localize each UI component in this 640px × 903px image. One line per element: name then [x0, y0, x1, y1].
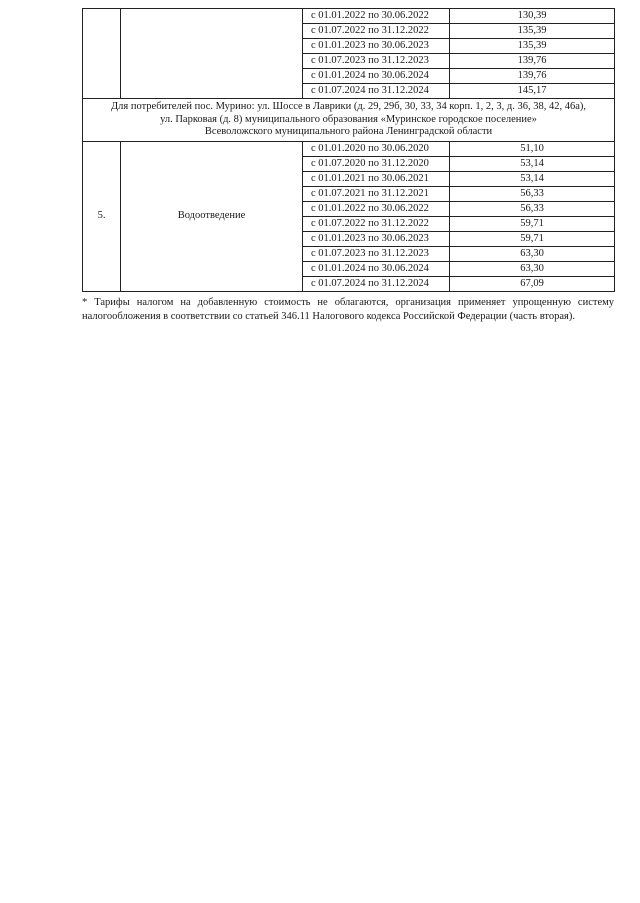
- service-cell-empty: [121, 9, 303, 99]
- tariff-value-cell: 63,30: [450, 246, 615, 261]
- period-cell: с 01.01.2024 по 30.06.2024: [303, 261, 450, 276]
- group-heading-line: ул. Парковая (д. 8) муниципального образования «Муринское городское поселение»: [160, 113, 537, 125]
- period-cell: с 01.07.2024 по 31.12.2024: [303, 84, 450, 99]
- tariff-table: [82, 8, 615, 292]
- number-cell-empty: [83, 9, 121, 99]
- tax-footnote: [82, 296, 614, 323]
- period-cell: с 01.07.2023 по 31.12.2023: [303, 246, 450, 261]
- tariff-value-cell: 53,14: [450, 156, 615, 171]
- tariff-value-cell: 59,71: [450, 231, 615, 246]
- tariff-value-cell: 67,09: [450, 276, 615, 291]
- period-cell: с 01.01.2020 по 30.06.2020: [303, 141, 450, 156]
- period-cell: с 01.01.2023 по 30.06.2023: [303, 39, 450, 54]
- table-row: [83, 141, 615, 156]
- tariff-value-cell: 145,17: [450, 84, 615, 99]
- period-cell: с 01.01.2021 по 30.06.2021: [303, 171, 450, 186]
- tariff-value-cell: 56,33: [450, 201, 615, 216]
- tariff-value-cell: 59,71: [450, 216, 615, 231]
- tariff-value-cell: 139,76: [450, 54, 615, 69]
- group-heading-line: Всеволожского муниципального района Ленинградской области: [204, 126, 493, 138]
- tariff-value-cell: 56,33: [450, 186, 615, 201]
- tariff-value-cell: 53,14: [450, 171, 615, 186]
- footnote-text: * Тарифы налогом на добавленную стоимость не облагаются, организация применяет упрощенную систему налогообложения в соответствии со статьей 346.11 Налогового кодекса Российской Федерации (часть вторая).: [82, 297, 614, 322]
- period-cell: с 01.01.2024 по 30.06.2024: [303, 69, 450, 84]
- period-cell: с 01.01.2023 по 30.06.2023: [303, 231, 450, 246]
- period-cell: с 01.07.2024 по 31.12.2024: [303, 276, 450, 291]
- tariff-value-cell: 135,39: [450, 39, 615, 54]
- period-cell: с 01.07.2023 по 31.12.2023: [303, 54, 450, 69]
- group-heading-row: [83, 99, 615, 142]
- service-name: Водоотведение: [121, 141, 303, 291]
- period-cell: с 01.07.2021 по 31.12.2021: [303, 186, 450, 201]
- item-number: 5.: [83, 141, 121, 291]
- period-cell: с 01.07.2022 по 31.12.2022: [303, 216, 450, 231]
- consumer-group-heading: [83, 99, 615, 142]
- tariff-value-cell: 51,10: [450, 141, 615, 156]
- tariff-value-cell: 63,30: [450, 261, 615, 276]
- tariff-value-cell: 135,39: [450, 24, 615, 39]
- tariff-value-cell: 139,76: [450, 69, 615, 84]
- tariff-value-cell: 130,39: [450, 9, 615, 24]
- period-cell: с 01.01.2022 по 30.06.2022: [303, 9, 450, 24]
- table-row: [83, 9, 615, 24]
- group-heading-line: Для потребителей пос. Мурино: ул. Шоссе в Лаврики (д. 29, 29б, 30, 33, 34 корп. 1, 2, 3, д. 36, 38, 42, 46а),: [111, 101, 586, 112]
- period-cell: с 01.01.2022 по 30.06.2022: [303, 201, 450, 216]
- period-cell: с 01.07.2022 по 31.12.2022: [303, 24, 450, 39]
- period-cell: с 01.07.2020 по 31.12.2020: [303, 156, 450, 171]
